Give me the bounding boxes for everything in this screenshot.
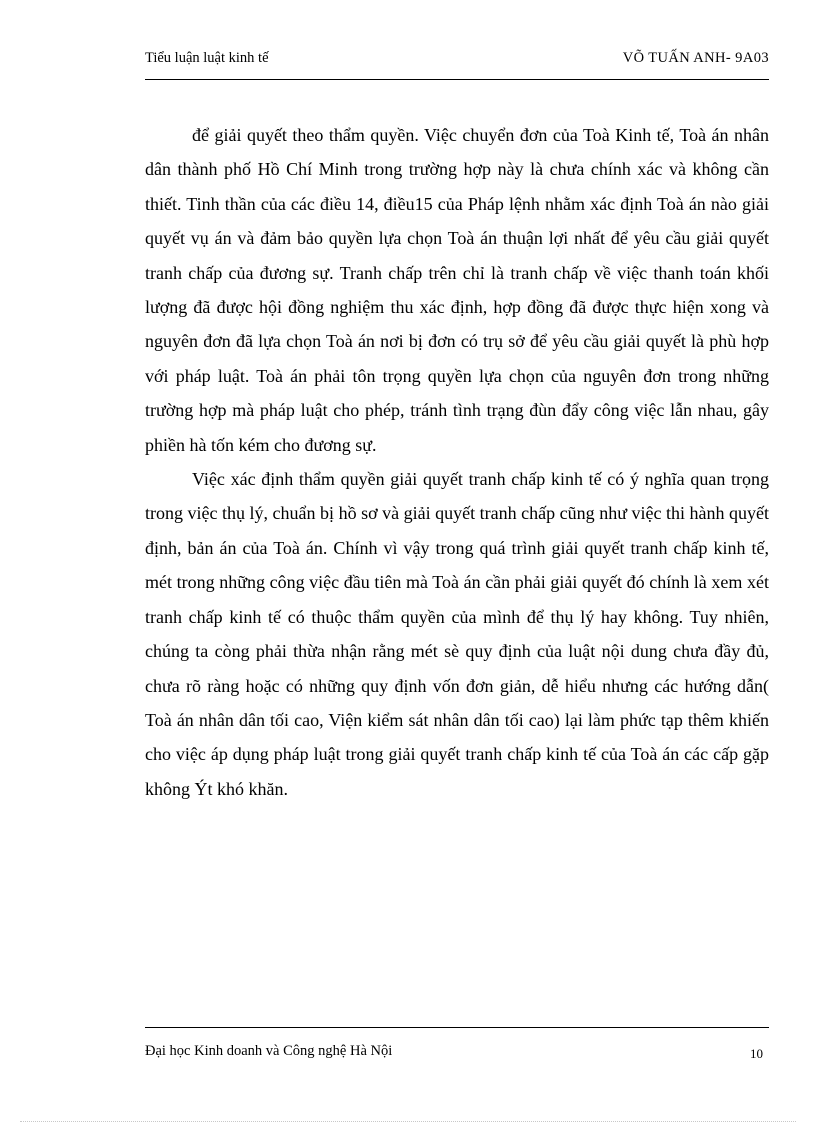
page-edge-divider [20, 1121, 796, 1122]
page-number: 10 [750, 1046, 763, 1061]
paragraph-1: để giải quyết theo thẩm quyền. Việc chuyển đơn của Toà Kinh tế, Toà án nhân dân thành phố Hồ Chí Minh trong trường hợp này là chưa chính xác và không cần thiết. Tinh thần của các điều 14, điều15 của Pháp lệnh nhằm xác định Toà án nào giải quyết vụ án và đảm bảo quyền lựa chọn Toà án thuận lợi nhất để yêu cầu giải quyết tranh chấp của đương sự. Tranh chấp trên chỉ là tranh chấp về việc thanh toán khối lượng đã được hội đồng nghiệm thu xác định, hợp đồng đã được thực hiện xong và nguyên đơn đã lựa chọn Toà án nơi bị đơn có trụ sở để yêu cầu giải quyết là phù hợp với pháp luật. Toà án phải tôn trọng quyền lựa chọn của nguyên đơn trong những trường hợp mà pháp luật cho phép, tránh tình trạng đùn đẩy công việc lẫn nhau, gây phiền hà tốn kém cho đương sự. [145, 125, 769, 455]
body-text [145, 118, 769, 806]
institution-name: Đại học Kinh doanh và Công nghệ Hà Nội [145, 1043, 393, 1059]
footer-divider [145, 1027, 769, 1028]
document-title: Tiểu luận luật kinh tế [145, 50, 269, 66]
page-header [145, 50, 769, 76]
author-name: VÕ TUẤN ANH- 9A03 [622, 50, 769, 66]
paragraph-2: Việc xác định thẩm quyền giải quyết tranh chấp kinh tế có ý nghĩa quan trọng trong việc thụ lý, chuẩn bị hồ sơ và giải quyết tranh chấp cũng như việc thi hành quyết định, bản án của Toà án. Chính vì vậy trong quá trình giải quyết tranh chấp kinh tế, mét trong những công việc đầu tiên mà Toà án cần phải giải quyết đó chính là xem xét tranh chấp kinh tế có thuộc thẩm quyền của mình để thụ lý hay không. Tuy nhiên, chúng ta còng phải thừa nhận rằng mét sè quy định của luật nội dung chưa đầy đủ, chưa rõ ràng hoặc có những quy định vốn đơn giản, dễ hiểu nhưng các hướng dẫn( Toà án nhân dân tối cao, Viện kiểm sát nhân dân tối cao) lại làm phức tạp thêm khiến cho việc áp dụng pháp luật trong giải quyết tranh chấp kinh tế của Toà án các cấp gặp không Ýt khó khăn. [145, 469, 769, 799]
header-divider [145, 79, 769, 80]
